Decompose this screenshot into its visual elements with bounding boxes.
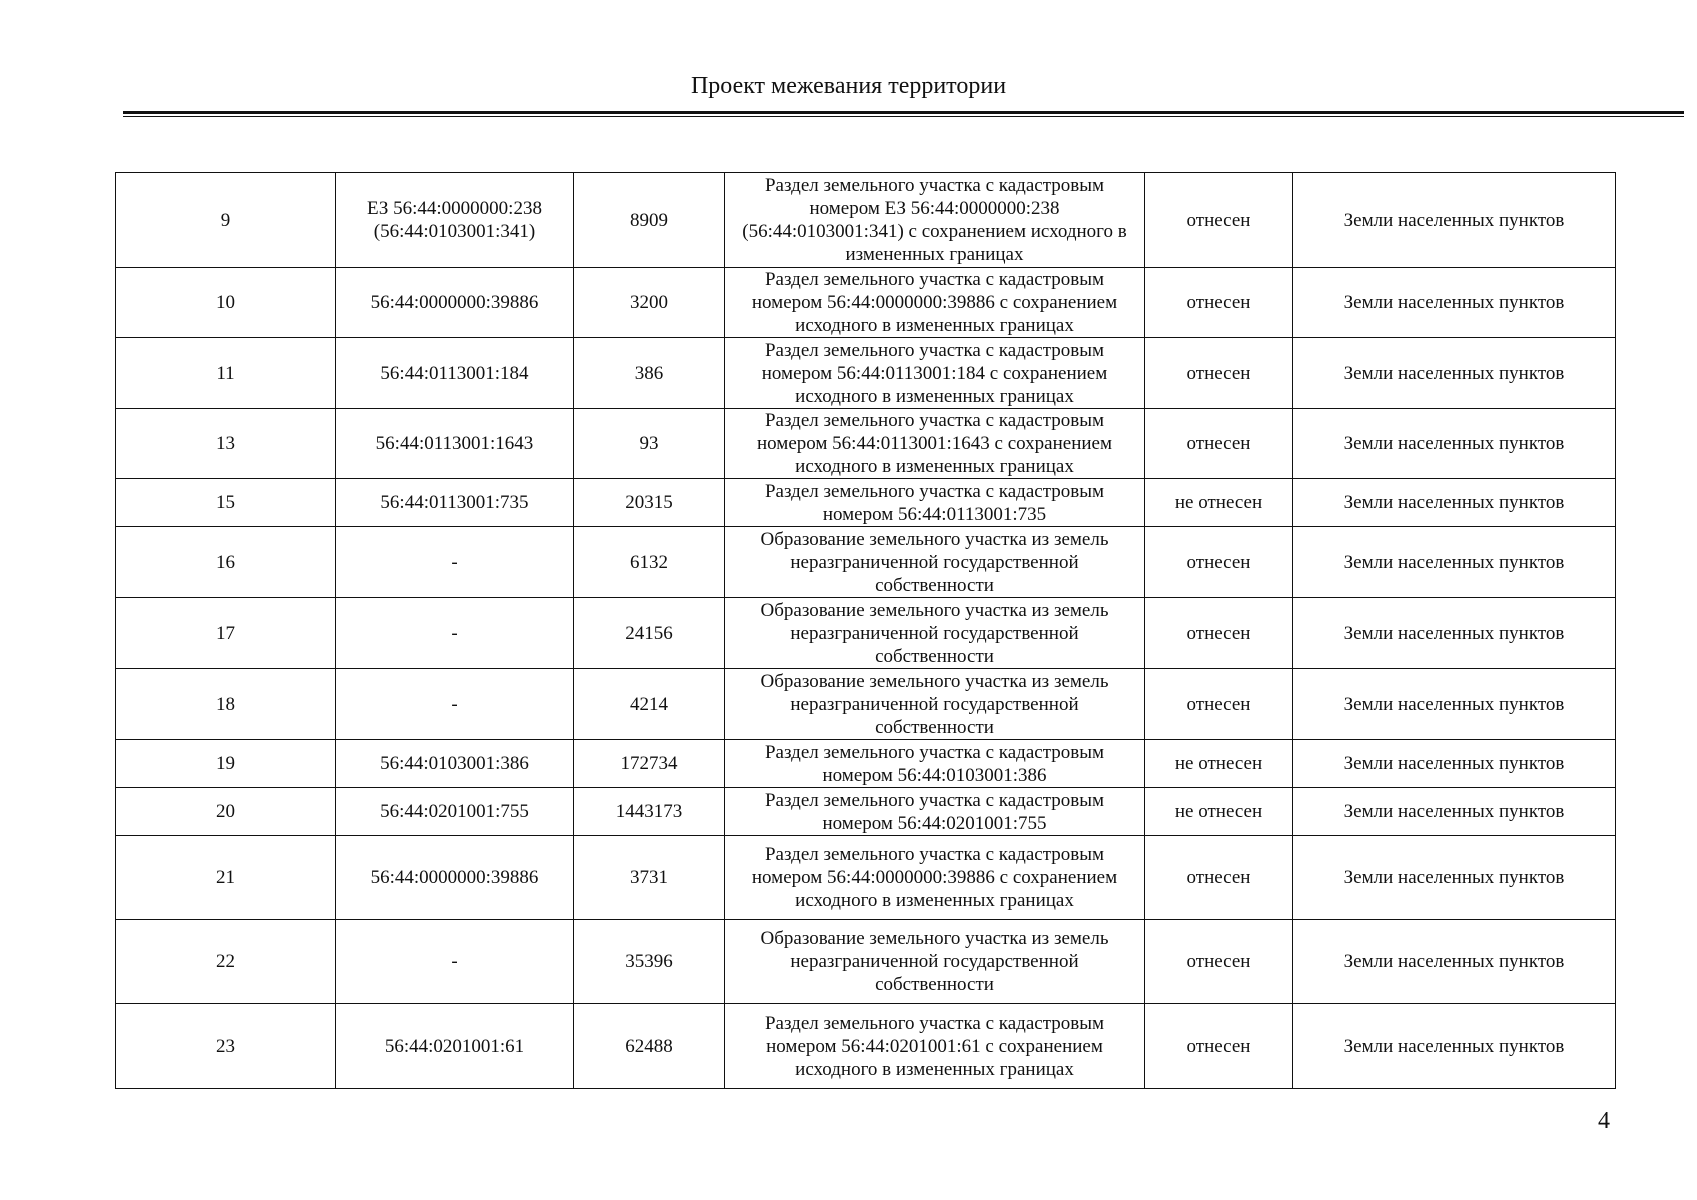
formation-method-cell: Раздел земельного участка с кадастровым номером 56:44:0113001:735 <box>725 479 1145 527</box>
formation-method-cell: Раздел земельного участка с кадастровым номером 56:44:0103001:386 <box>725 740 1145 788</box>
status-cell: отнесен <box>1145 598 1293 669</box>
status-cell: не отнесен <box>1145 740 1293 788</box>
area-cell: 386 <box>574 338 725 409</box>
formation-method-cell: Раздел земельного участка с кадастровым номером 56:44:0113001:184 с сохранением исходного в измененных границах <box>725 338 1145 409</box>
area-cell: 35396 <box>574 920 725 1004</box>
area-cell: 20315 <box>574 479 725 527</box>
land-category-cell: Земли населенных пунктов <box>1293 268 1616 338</box>
formation-method-cell: Раздел земельного участка с кадастровым номером 56:44:0000000:39886 с сохранением исходного в измененных границах <box>725 836 1145 920</box>
cadastral-number-cell: 56:44:0113001:1643 <box>336 409 574 479</box>
cadastral-number-cell <box>336 173 574 268</box>
area-cell: 1443173 <box>574 788 725 836</box>
status-cell: не отнесен <box>1145 479 1293 527</box>
status-cell: отнесен <box>1145 338 1293 409</box>
cadastral-number-cell: 56:44:0113001:184 <box>336 338 574 409</box>
table-row <box>116 1004 1616 1089</box>
row-number-cell: 23 <box>116 1004 336 1089</box>
area-cell: 172734 <box>574 740 725 788</box>
parcels-table-body <box>116 173 1616 1089</box>
cadastral-number-cell: 56:44:0000000:39886 <box>336 836 574 920</box>
row-number-cell: 22 <box>116 920 336 1004</box>
land-category-cell: Земли населенных пунктов <box>1293 740 1616 788</box>
cadastral-number-cell: - <box>336 598 574 669</box>
status-cell: отнесен <box>1145 268 1293 338</box>
formation-method-cell: Раздел земельного участка с кадастровым номером 56:44:0201001:61 с сохранением исходного в измененных границах <box>725 1004 1145 1089</box>
area-cell: 4214 <box>574 669 725 740</box>
land-category-cell: Земли населенных пунктов <box>1293 338 1616 409</box>
row-number-cell: 19 <box>116 740 336 788</box>
row-number-cell: 20 <box>116 788 336 836</box>
parcels-table <box>115 172 1616 1089</box>
land-category-cell: Земли населенных пунктов <box>1293 479 1616 527</box>
row-number-cell: 16 <box>116 527 336 598</box>
table-row <box>116 173 1616 268</box>
table-row <box>116 338 1616 409</box>
land-category-cell: Земли населенных пунктов <box>1293 527 1616 598</box>
status-cell: отнесен <box>1145 836 1293 920</box>
status-cell: отнесен <box>1145 1004 1293 1089</box>
table-row <box>116 788 1616 836</box>
table-row <box>116 527 1616 598</box>
status-cell: отнесен <box>1145 920 1293 1004</box>
land-category-cell: Земли населенных пунктов <box>1293 669 1616 740</box>
cadastral-number-cell: 56:44:0113001:735 <box>336 479 574 527</box>
land-category-cell: Земли населенных пунктов <box>1293 409 1616 479</box>
status-cell: отнесен <box>1145 669 1293 740</box>
status-cell: не отнесен <box>1145 788 1293 836</box>
table-row <box>116 669 1616 740</box>
table-row <box>116 409 1616 479</box>
area-cell: 3731 <box>574 836 725 920</box>
cadastral-number-cell: 56:44:0201001:61 <box>336 1004 574 1089</box>
land-category-cell: Земли населенных пунктов <box>1293 598 1616 669</box>
row-number-cell: 18 <box>116 669 336 740</box>
row-number-cell: 21 <box>116 836 336 920</box>
row-number-cell: 13 <box>116 409 336 479</box>
table-row <box>116 479 1616 527</box>
table-row <box>116 836 1616 920</box>
cadastral-number-cell: - <box>336 669 574 740</box>
table-row <box>116 740 1616 788</box>
land-category-cell: Земли населенных пунктов <box>1293 173 1616 268</box>
formation-method-cell: Образование земельного участка из земель неразграниченной государственной собственности <box>725 527 1145 598</box>
table-row <box>116 268 1616 338</box>
land-category-cell: Земли населенных пунктов <box>1293 1004 1616 1089</box>
formation-method-cell: Образование земельного участка из земель неразграниченной государственной собственности <box>725 920 1145 1004</box>
area-cell: 93 <box>574 409 725 479</box>
page-title: Проект межевания территории <box>690 73 1007 99</box>
formation-method-cell: Раздел земельного участка с кадастровым номером 56:44:0000000:39886 с сохранением исходного в измененных границах <box>725 268 1145 338</box>
area-cell: 24156 <box>574 598 725 669</box>
cadastral-number-cell: 56:44:0201001:755 <box>336 788 574 836</box>
status-cell: отнесен <box>1145 527 1293 598</box>
cadastral-number-cell: 56:44:0000000:39886 <box>336 268 574 338</box>
area-cell: 62488 <box>574 1004 725 1089</box>
header-rule-thick <box>123 111 1684 114</box>
table-row <box>116 920 1616 1004</box>
area-cell: 3200 <box>574 268 725 338</box>
land-category-cell: Земли населенных пунктов <box>1293 920 1616 1004</box>
row-number-cell: 15 <box>116 479 336 527</box>
row-number-cell: 17 <box>116 598 336 669</box>
row-number-cell: 9 <box>116 173 336 268</box>
formation-method-cell: Раздел земельного участка с кадастровым номером 56:44:0201001:755 <box>725 788 1145 836</box>
area-cell: 6132 <box>574 527 725 598</box>
status-cell: отнесен <box>1145 173 1293 268</box>
cadastral-number-cell: 56:44:0103001:386 <box>336 740 574 788</box>
formation-method-cell: Образование земельного участка из земель неразграниченной государственной собственности <box>725 669 1145 740</box>
cadastral-number-cell: - <box>336 527 574 598</box>
page-number: 4 <box>1598 1108 1610 1134</box>
formation-method-cell: Образование земельного участка из земель неразграниченной государственной собственности <box>725 598 1145 669</box>
cadastral-number-line: (56:44:0103001:341) <box>373 221 536 242</box>
formation-method-cell: Раздел земельного участка с кадастровым номером ЕЗ 56:44:0000000:238 (56:44:0103001:341) с сохранением исходного в измененных границах <box>725 173 1145 268</box>
area-cell: 8909 <box>574 173 725 268</box>
table-row <box>116 598 1616 669</box>
formation-method-cell: Раздел земельного участка с кадастровым номером 56:44:0113001:1643 с сохранением исходного в измененных границах <box>725 409 1145 479</box>
row-number-cell: 11 <box>116 338 336 409</box>
cadastral-number-line: ЕЗ 56:44:0000000:238 <box>367 198 542 219</box>
land-category-cell: Земли населенных пунктов <box>1293 836 1616 920</box>
cadastral-number-cell: - <box>336 920 574 1004</box>
land-category-cell: Земли населенных пунктов <box>1293 788 1616 836</box>
row-number-cell: 10 <box>116 268 336 338</box>
header-rule-thin <box>123 116 1684 117</box>
status-cell: отнесен <box>1145 409 1293 479</box>
